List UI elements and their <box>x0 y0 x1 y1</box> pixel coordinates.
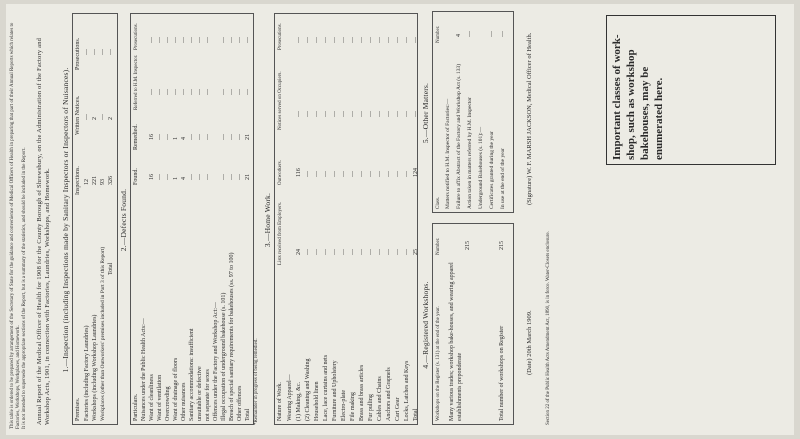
defect-row-value: — <box>245 89 251 95</box>
defect-row-label: Sanitary accommodations: insufficient <box>189 328 195 421</box>
defect-row-label: Want of cleanliness <box>149 374 155 421</box>
homework-row-value: — <box>323 37 329 43</box>
other-row-label: In use at the end of the year <box>500 148 506 209</box>
homework-row-value: — <box>413 111 419 117</box>
defect-row-value: — <box>157 134 163 140</box>
homework-row-value: — <box>332 171 338 177</box>
inspection-col-inspections: Inspections. <box>75 166 81 195</box>
other-row-label: Action taken in matters referred by H.M. Inspector <box>467 97 473 209</box>
defect-row-value: 21 <box>245 134 251 140</box>
homework-row-value: — <box>314 111 320 117</box>
homework-row-label: Furniture and Upholstery <box>332 360 338 421</box>
homework-row-label: (2) Cleaning and Washing <box>305 358 311 421</box>
homework-row-value: — <box>377 37 383 43</box>
defect-row-value: — <box>221 37 227 43</box>
defect-row-value: — <box>149 37 155 43</box>
defect-row-value: — <box>181 37 187 43</box>
homework-row-value: — <box>368 249 374 255</box>
defect-row-value: — <box>205 134 211 140</box>
homework-row-value: — <box>305 171 311 177</box>
inspection-row-value: 12 <box>84 179 90 185</box>
defect-row-value: — <box>197 174 203 180</box>
defect-row-label: unsuitable or defective <box>197 366 203 421</box>
section-5-title: 5.—Other Matters. <box>421 82 430 144</box>
defect-row-value: — <box>189 134 195 140</box>
homework-row-value: — <box>386 111 392 117</box>
inspection-total-value: — <box>108 49 114 55</box>
defect-row-value: 1 <box>173 177 179 180</box>
homework-row-value: — <box>368 37 374 43</box>
inspection-row-value: — <box>100 114 106 120</box>
defect-row-label: not separate for sexes <box>205 369 211 421</box>
defect-row-value: — <box>221 89 227 95</box>
remedied-note: *Remainder in progress of being remedied. <box>254 338 259 425</box>
other-row-number: 4 <box>456 34 462 37</box>
homework-row-value: — <box>332 111 338 117</box>
defect-row-value: — <box>197 89 203 95</box>
defect-row-value: — <box>165 89 171 95</box>
defect-row-label: Total <box>245 408 251 421</box>
homework-row-value: — <box>323 111 329 117</box>
homework-col-prosecutions: Prosecutions. <box>278 23 283 50</box>
defect-row-value: — <box>157 174 163 180</box>
defect-row-label: Other offences <box>237 385 243 421</box>
inspection-col-premises: Premises. <box>75 397 81 421</box>
inspection-total-value: 2 <box>108 117 114 120</box>
defect-row-value: — <box>221 174 227 180</box>
inspection-row-label: Workshops (including Workshop Laundries) <box>92 314 98 421</box>
report-date: (Date) 20th March 1909. <box>526 310 533 375</box>
registered-col-number: Number. <box>436 237 441 255</box>
homework-row-value: — <box>296 37 302 43</box>
defect-row-value: — <box>197 134 203 140</box>
inspection-total-label: Total <box>108 262 114 275</box>
important-classes-note: Important classes of work-shop, such as workshop bakehouses, may be enumerated here. <box>606 15 776 165</box>
homework-col-lists: Lists received from Employers. <box>278 201 283 265</box>
homework-row-label: Total <box>413 408 419 421</box>
homework-table <box>274 13 418 425</box>
homework-row-label: File making <box>350 392 356 421</box>
other-row-label: Certificates granted during the year <box>489 131 495 209</box>
inspection-col-notices: Written Notices. <box>75 95 81 135</box>
homework-row-value: 116 <box>296 168 302 177</box>
defect-row-value: 4 <box>181 177 187 180</box>
defect-row-value: — <box>205 174 211 180</box>
homework-row-label: Cables and Chains <box>377 376 383 421</box>
inspection-row-value: — <box>84 49 90 55</box>
registered-row-label: Many various trades; workshop bake-houses, and wearing apparel establishments preponderate <box>449 262 463 421</box>
defect-row-value: — <box>165 37 171 43</box>
defect-row-label: Breach of special sanitary requirements for bakehouses (ss. 97 to 100) <box>229 252 235 421</box>
other-row-label: Matters notified to H.M. Inspector of Factories:— <box>445 98 451 209</box>
homework-row-value: — <box>296 111 302 117</box>
homework-row-value: — <box>413 37 419 43</box>
defect-row-value: — <box>245 37 251 43</box>
other-row-label: Underground Bakehouses (s. 101):— <box>478 126 484 209</box>
homework-row-value: — <box>332 37 338 43</box>
section-3-title: 3.—Home Work. <box>263 192 272 248</box>
inspection-row-value: — <box>84 114 90 120</box>
defects-col-particulars: Particulars. <box>133 393 139 421</box>
homework-row-value: — <box>305 37 311 43</box>
section-4-title: 4.—Registered Workshops. <box>421 281 430 369</box>
defect-row-value: — <box>237 89 243 95</box>
homework-row-value: 124 <box>413 168 419 177</box>
homework-row-value: — <box>359 171 365 177</box>
inspection-row-label: Factories (including Factory Laundries) <box>84 325 90 421</box>
inspection-row-value: 2 <box>92 117 98 120</box>
defect-row-value: — <box>157 89 163 95</box>
defect-row-label: Overcrowding <box>165 386 171 421</box>
homework-row-label: (1) Making, &c. <box>296 382 302 421</box>
defect-row-value: — <box>189 89 195 95</box>
homework-row-value: — <box>305 111 311 117</box>
defect-row-value: — <box>229 37 235 43</box>
other-col-number: Number. <box>436 25 441 43</box>
homework-row-label: Anchors and Grapnels <box>386 367 392 421</box>
defect-row-value: — <box>173 37 179 43</box>
homework-row-value: — <box>359 37 365 43</box>
homework-row-value: — <box>377 111 383 117</box>
defect-row-value: — <box>173 89 179 95</box>
homework-row-label: Brass and brass articles <box>359 364 365 421</box>
section-1-title: 1.—Inspection (including Inspections made by Sanitary Inspectors or Inspectors of Nuisances). <box>61 67 70 373</box>
homework-row-label: Household linen <box>314 381 320 421</box>
homework-row-value: — <box>314 249 320 255</box>
defect-row-value: 16 <box>149 174 155 180</box>
defect-row-value: — <box>237 174 243 180</box>
homework-col-nature: Nature of Work. <box>277 382 283 421</box>
defect-row-label: Other nuisances <box>181 382 187 421</box>
homework-row-value: — <box>341 171 347 177</box>
defect-row-value: 16 <box>149 134 155 140</box>
homework-row-value: — <box>323 249 329 255</box>
homework-row-label: Wearing Apparel— <box>287 374 293 421</box>
intro-note: It is not intended to supersede the appropriate sections of the Report, but is a summary of the statistics, and should be included in the Report. <box>22 147 27 429</box>
defect-row-label: Want of drainage of floors <box>173 357 179 421</box>
homework-row-value: — <box>368 111 374 117</box>
homework-row-label: Cart Gear <box>395 397 401 421</box>
registered-col-workshops: Workshops on the Register (s. 131) at the end of the year. <box>436 306 441 421</box>
defect-row-value: — <box>165 134 171 140</box>
homework-row-value: — <box>395 171 401 177</box>
homework-row-value: — <box>350 37 356 43</box>
homework-row-value: 24 <box>296 249 302 255</box>
defects-col-remedied: Remedied. <box>133 124 139 150</box>
registered-row-number: 215 <box>465 241 471 250</box>
defect-row-value: — <box>189 37 195 43</box>
defect-row-value: — <box>197 37 203 43</box>
homework-row-value: — <box>314 37 320 43</box>
inspection-row-value: 221 <box>92 176 98 185</box>
homework-row-value: — <box>395 249 401 255</box>
homework-row-value: — <box>404 111 410 117</box>
homework-row-value: — <box>377 249 383 255</box>
inspection-row-value: — <box>92 49 98 55</box>
defect-row-value: 21 <box>245 174 251 180</box>
homework-row-value: — <box>359 111 365 117</box>
homework-row-value: — <box>404 171 410 177</box>
inspection-row-value: 93 <box>100 179 106 185</box>
footnote: Section 22 of the Public Health Acts Amendment Act, 1890, is in force. Water-Closets enclosure. <box>546 231 551 425</box>
homework-row-value: — <box>341 37 347 43</box>
homework-row-value: — <box>350 171 356 177</box>
homework-row-value: — <box>359 249 365 255</box>
scanned-page <box>6 4 794 435</box>
defect-row-value: — <box>189 174 195 180</box>
inspection-row-value: — <box>100 49 106 55</box>
defects-col-prosecutions: Prosecutions. <box>134 23 139 50</box>
homework-row-value: — <box>368 171 374 177</box>
defect-row-label: Want of ventilation <box>157 374 163 421</box>
homework-row-label: Lace, lace curtains and nets <box>323 354 329 421</box>
homework-row-value: — <box>404 37 410 43</box>
homework-row-value: — <box>386 249 392 255</box>
homework-row-value: — <box>341 249 347 255</box>
defect-row-value: — <box>229 134 235 140</box>
defect-row-value: 1 <box>173 137 179 140</box>
homework-row-value: — <box>386 37 392 43</box>
defect-row-label: Illegal occupation of underground bakehouse (s. 101) <box>221 292 227 421</box>
defect-row-value: — <box>149 89 155 95</box>
homework-row-value: — <box>305 249 311 255</box>
inspection-row-label: Workplaces (other than Outworkers' premises included in Part 3 of this Report) <box>100 246 106 421</box>
homework-row-value: — <box>341 111 347 117</box>
homework-row-value: — <box>386 171 392 177</box>
inspection-total-value: 326 <box>108 176 114 185</box>
defect-row-value: — <box>229 89 235 95</box>
homework-row-value: — <box>377 171 383 177</box>
defect-row-value: — <box>165 174 171 180</box>
homework-row-value: — <box>404 249 410 255</box>
homework-col-notices: Notices served on Occupiers. <box>278 71 283 130</box>
homework-col-outworkers: Outworkers. <box>278 160 283 185</box>
homework-row-value: — <box>332 249 338 255</box>
other-row-label: Failure to affix Abstract of the Factory and Workshop Act (s. 133) <box>456 63 462 209</box>
defects-col-referred: Referred to H.M. Inspector. <box>134 54 139 110</box>
signature: (Signature) W. F. MARSH JACKSON, Medical Officer of Health. <box>526 32 533 205</box>
defect-row-label: Nuisances under the Public Health Acts:— <box>141 318 147 421</box>
defect-row-value: — <box>181 89 187 95</box>
inspection-col-prosecutions: Prosecutions. <box>75 37 81 70</box>
defect-row-value: — <box>237 37 243 43</box>
defect-row-value: — <box>205 37 211 43</box>
homework-row-value: — <box>323 171 329 177</box>
other-row-number: — <box>467 31 473 37</box>
registered-total-label: Total number of workshops on Register <box>499 325 505 421</box>
homework-row-value: — <box>395 111 401 117</box>
homework-row-value: — <box>395 37 401 43</box>
defect-row-value: — <box>221 134 227 140</box>
homework-row-value: 25 <box>413 249 419 255</box>
defect-row-value: — <box>237 134 243 140</box>
main-title: Annual Report of the Medical Officer of Health for 1908 for the County Borough of Shrewsbury, on the Administration of the Factory and Workshop Acts, 1901, in connection with Factories, Laundries, Workshops, and Homework. <box>36 37 51 425</box>
section-2-title: 2.—Defects Found. <box>119 188 128 252</box>
other-row-number: — <box>500 31 506 37</box>
homework-row-value: — <box>350 249 356 255</box>
defect-row-value: — <box>157 37 163 43</box>
homework-row-label: Locks, Latches and Keys <box>404 360 410 421</box>
defect-row-label: Offences under the Factory and Workshop Act:— <box>213 302 219 421</box>
registered-total-number: 215 <box>499 241 505 250</box>
other-col-class: Class. <box>436 196 441 209</box>
defect-row-value: — <box>205 89 211 95</box>
rotated-note: This table is ordered to be prepared by arrangement of the Secretary of State for the guidance and convenience of Medical Officers of Health in preparing that part of their Annual Reports which relates to Factories, Workshops, Workplaces, and Homework. <box>10 22 21 429</box>
homework-row-label: Electro-plate <box>341 390 347 421</box>
homework-row-value: — <box>350 111 356 117</box>
defect-row-value: — <box>229 174 235 180</box>
other-row-number: — <box>489 31 495 37</box>
rotated-content <box>6 4 794 435</box>
homework-row-label: Fur pulling <box>368 394 374 421</box>
defects-col-found: Found. <box>133 168 139 185</box>
homework-row-value: — <box>314 171 320 177</box>
defect-row-value: 4 <box>181 137 187 140</box>
